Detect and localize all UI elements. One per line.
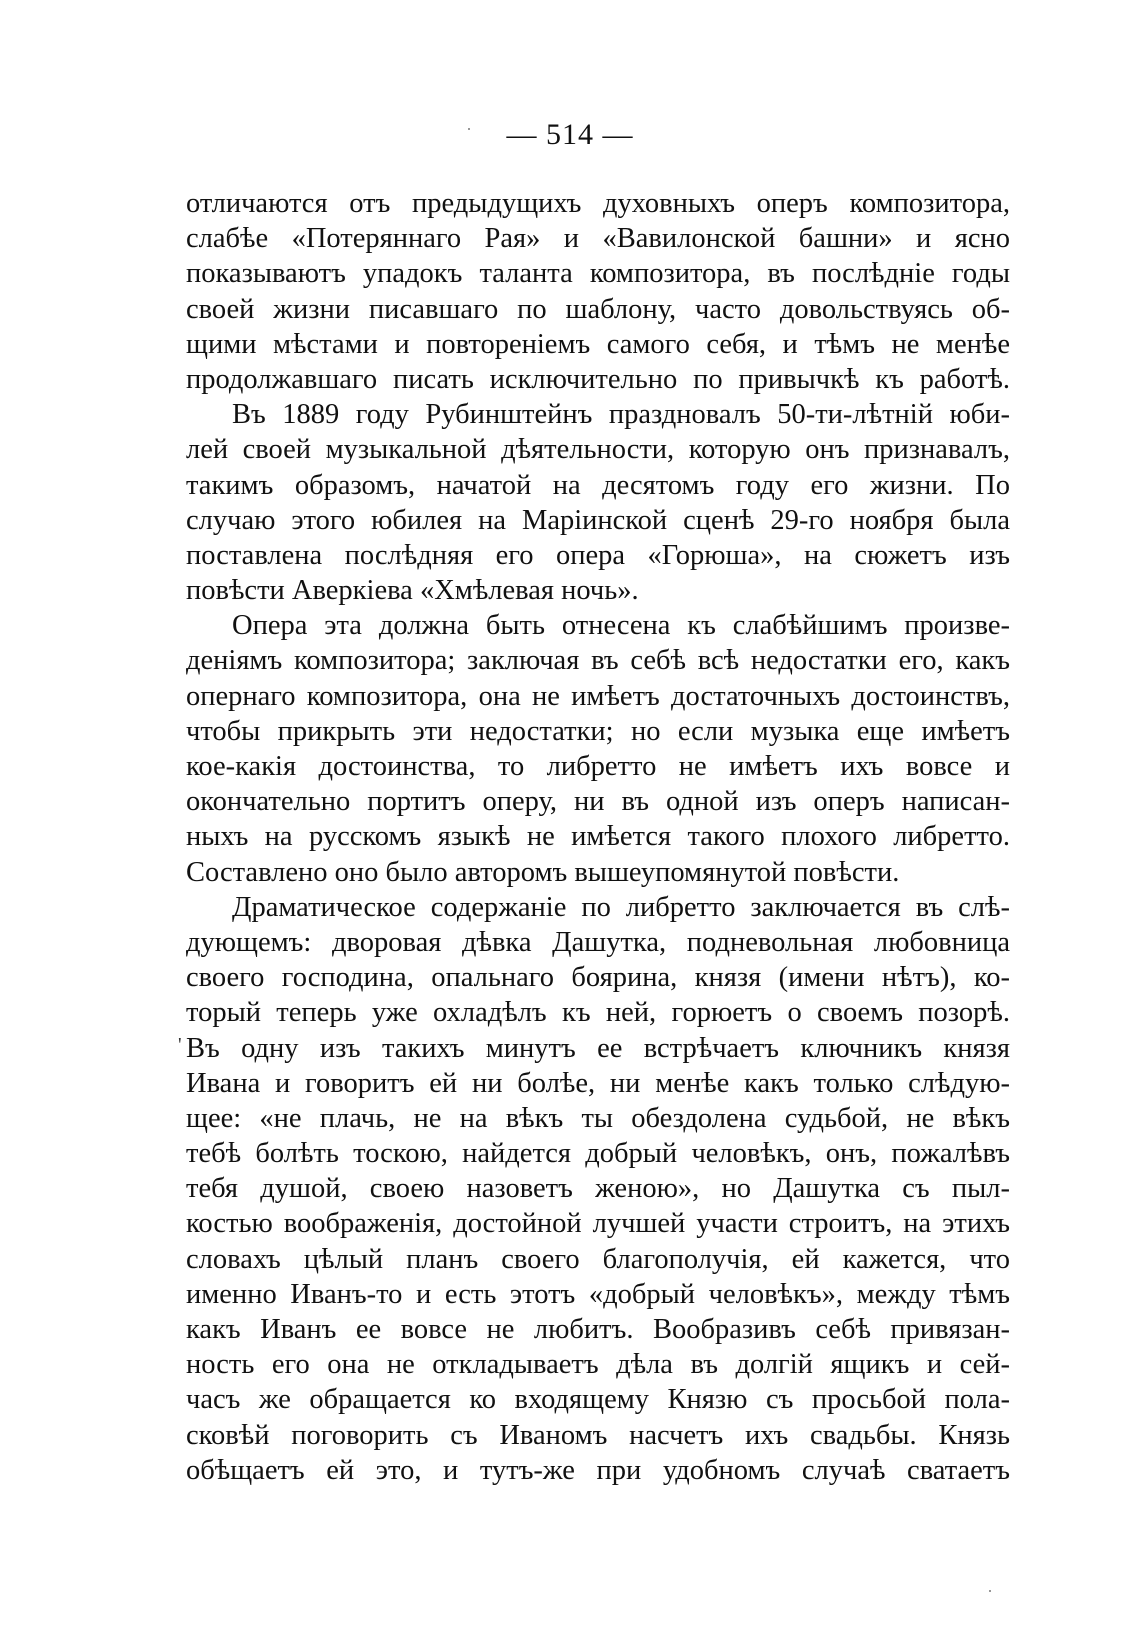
text-line: деніямъ композитора; заключая въ себѣ всѣ недостатки его, какъ bbox=[186, 645, 1010, 677]
text-line: отличаются отъ предыдущихъ духовныхъ оперъ композитора, bbox=[186, 188, 1010, 219]
paragraph-start-line: Драматическое содержаніе по либретто заключается въ слѣ- bbox=[232, 891, 1010, 923]
page-number: — 514 — bbox=[506, 118, 634, 151]
print-speck bbox=[468, 128, 470, 130]
text-line: своего господина, опальнаго боярина, князя (имени нѣтъ), ко- bbox=[186, 962, 1010, 994]
text-line: лей своей музыкальной дѣятельности, которую онъ признавалъ, bbox=[186, 434, 1010, 466]
text-line: щее: «не плачь, не на вѣкъ ты обездолена судьбой, не вѣкъ bbox=[186, 1102, 1010, 1134]
text-line: продолжавшаго писать исключительно по привычкѣ къ работѣ. bbox=[186, 363, 1010, 395]
text-line: тебя душой, своею назоветъ женою», но Дашутка съ пыл- bbox=[186, 1173, 1010, 1205]
text-line: чтобы прикрыть эти недостатки; но если музыка еще имѣетъ bbox=[186, 715, 1010, 747]
text-line: слабѣе «Потеряннаго Рая» и «Вавилонской башни» и ясно bbox=[186, 223, 1010, 255]
text-line: такимъ образомъ, начатой на десятомъ году его жизни. По bbox=[186, 469, 1010, 501]
text-line: какъ Иванъ ее вовсе не любитъ. Вообразивъ себѣ привязан- bbox=[186, 1314, 1010, 1345]
text-line: кое-какія достоинства, то либретто не имѣетъ ихъ вовсе и bbox=[186, 751, 1010, 782]
text-line: именно Иванъ-то и есть этотъ «добрый человѣкъ», между тѣмъ bbox=[186, 1278, 1010, 1310]
text-line: тебѣ болѣть тоскою, найдется добрый человѣкъ, онъ, пожалѣвъ bbox=[186, 1138, 1010, 1170]
text-line: словахъ цѣлый планъ своего благополучія, ей кажется, что bbox=[186, 1243, 1010, 1275]
text-line: опернаго композитора, она не имѣетъ достаточныхъ достоинствъ, bbox=[186, 680, 1010, 712]
text-line: повѣсти Аверкіева «Хмѣлевая ночь». bbox=[186, 575, 639, 607]
text-line: Составлено оно было авторомъ вышеупомянутой повѣсти. bbox=[186, 856, 900, 888]
text-line: своей жизни писавшаго по шаблону, часто довольствуясь об- bbox=[186, 293, 1010, 325]
text-line: костью воображенія, достойной лучшей участи строитъ, на этихъ bbox=[186, 1208, 1010, 1240]
text-line: ныхъ на русскомъ языкѣ не имѣется такого плохого либретто. bbox=[186, 821, 1010, 853]
text-line: окончательно портитъ оперу, ни въ одной изъ оперъ написан- bbox=[186, 786, 1010, 818]
text-line: щими мѣстами и повтореніемъ самого себя, и тѣмъ не менѣе bbox=[186, 328, 1010, 360]
text-line: обѣщаетъ ей это, и тутъ-же при удобномъ случаѣ сватаетъ bbox=[186, 1454, 1010, 1486]
text-line: случаю этого юбилея на Маріинской сценѣ 29-го ноября была bbox=[186, 504, 1010, 536]
text-line: дующемъ: дворовая дѣвка Дашутка, подневольная любовница bbox=[186, 926, 1010, 958]
text-line: поставлена послѣдняя его опера «Горюша», на сюжетъ изъ bbox=[186, 539, 1010, 571]
margin-mark: ' bbox=[178, 1034, 182, 1056]
text-line: ность его она не откладываетъ дѣла въ долгій ящикъ и сей- bbox=[186, 1349, 1010, 1381]
paragraph-start-line: Опера эта должна быть отнесена къ слабѣйшимъ произве- bbox=[232, 610, 1010, 642]
body-text bbox=[186, 186, 1010, 1488]
text-line: торый теперь уже охладѣлъ къ ней, горюетъ о своемъ позорѣ. bbox=[186, 997, 1010, 1029]
text-line: показываютъ упадокъ таланта композитора, въ послѣдніе годы bbox=[186, 258, 1010, 290]
text-line: Въ одну изъ такихъ минутъ ее встрѣчаетъ ключникъ князя bbox=[186, 1032, 1010, 1064]
text-line: сковѣй поговорить съ Иваномъ насчетъ ихъ свадьбы. Князь bbox=[186, 1419, 1010, 1451]
print-speck bbox=[989, 1590, 991, 1592]
text-line: Ивана и говоритъ ей ни болѣе, ни менѣе какъ только слѣдую- bbox=[186, 1067, 1010, 1099]
text-line: часъ же обращается ко входящему Князю съ просьбой пола- bbox=[186, 1384, 1010, 1416]
paragraph-start-line: Въ 1889 году Рубинштейнъ праздновалъ 50-ти-лѣтній юби- bbox=[232, 399, 1010, 431]
